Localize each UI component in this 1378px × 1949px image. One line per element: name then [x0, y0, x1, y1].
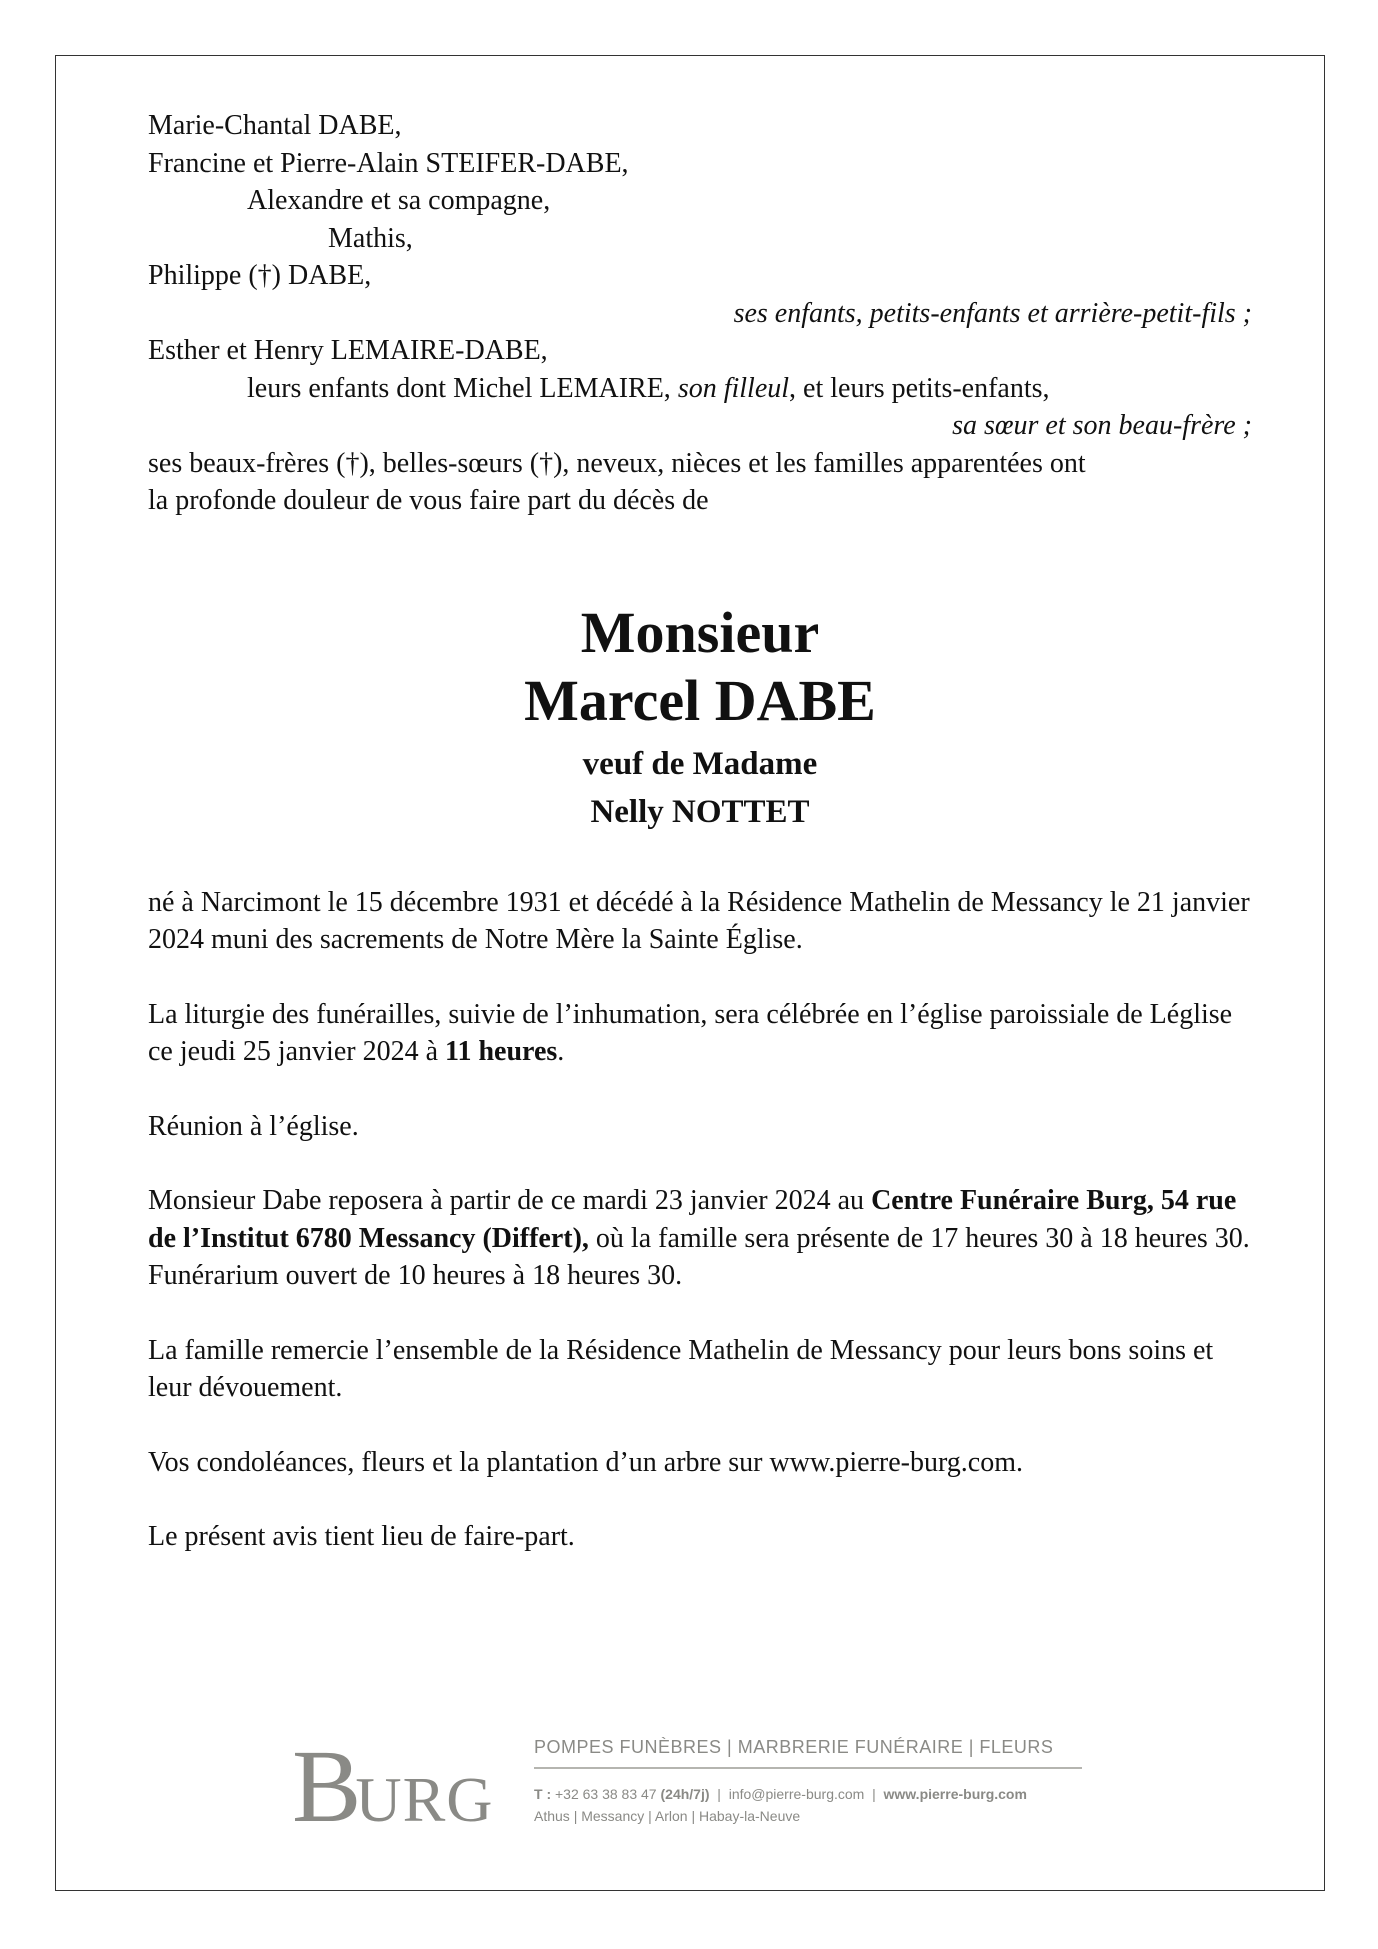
deceased-block: [148, 600, 1252, 836]
family-line-8b: son filleul: [677, 372, 790, 404]
footer-places: Athus | Messancy | Arlon | Habay-la-Neuve: [534, 1807, 801, 1824]
paragraph-rest-end: où la famille sera présente de 17 heures 30 à 18 heures 30. Funérarium ouvert de 10 heures à 18 heures 30.: [148, 1222, 1250, 1291]
burg-logo-rest: URG: [355, 1764, 494, 1835]
paragraph-meeting: Réunion à l’église.: [148, 1110, 359, 1142]
family-line-8c: , et leurs petits-enfants,: [789, 372, 1050, 404]
family-line-11: la profonde douleur de vous faire part du décès de: [148, 485, 709, 516]
family-line-3: Alexandre et sa compagne,: [247, 185, 551, 216]
paragraph-funeral-end: .: [557, 1036, 565, 1067]
family-line-7: Esther et Henry LEMAIRE-DABE,: [148, 335, 548, 366]
family-line-5: Philippe (†) DABE,: [148, 260, 372, 291]
paragraph-rest-text: Monsieur Dabe reposera à partir de ce mardi 23 janvier 2024 au: [148, 1185, 872, 1216]
family-relation-1: ses enfants, petits-enfants et arrière-petit-fils ;: [733, 297, 1252, 329]
phone-hours: (24h/7j): [660, 1785, 710, 1802]
footer-divider: [534, 1767, 1082, 1769]
email-link[interactable]: info@pierre-burg.com: [728, 1785, 865, 1802]
paragraph-birth-death: né à Narcimont le 15 décembre 1931 et décédé à la Résidence Mathelin de Messancy le 21 janvier 2024 muni des sacrements de Notre Mère la Sainte Église.: [148, 886, 1250, 955]
funeral-center-address: Centre Funéraire Burg, 54 rue de l’Institut 6780 Messancy (Differt),: [148, 1185, 1237, 1254]
footer-contact: [534, 1783, 1082, 1805]
footer-tagline: POMPES FUNÈBRES | MARBRERIE FUNÉRAIRE | FLEURS: [534, 1737, 1054, 1757]
family-line-1: Marie-Chantal DABE,: [148, 110, 402, 141]
paragraph-thanks: La famille remercie l’ensemble de la Résidence Mathelin de Messancy pour leurs bons soins et leur dévouement.: [148, 1334, 1214, 1403]
family-line-8: [148, 370, 1252, 408]
phone-number: +32 63 38 83 47: [555, 1785, 661, 1802]
family-line-8a: leurs enfants dont Michel LEMAIRE,: [247, 372, 678, 404]
burg-logo-b: B: [292, 1729, 356, 1844]
deceased-title: Monsieur: [580, 599, 820, 665]
family-line-10: ses beaux-frères (†), belles-sœurs (†), neveux, nièces et les familles apparentées ont: [148, 447, 1086, 479]
phone-label: T :: [534, 1785, 555, 1802]
separator-2: |: [864, 1785, 884, 1802]
paragraph-rest: [148, 1182, 1252, 1295]
footer: [292, 1729, 1092, 1844]
burg-logo: [292, 1729, 494, 1844]
family-line-4: Mathis,: [328, 222, 413, 254]
footer-info: [534, 1733, 1082, 1827]
paragraph-notice: Le présent avis tient lieu de faire-part.: [148, 1521, 575, 1552]
paragraph-funeral: [148, 996, 1252, 1071]
website-link[interactable]: www.pierre-burg.com: [883, 1785, 1027, 1802]
family-line-2: Francine et Pierre-Alain STEIFER-DABE,: [148, 147, 629, 179]
spouse-name: Nelly NOTTET: [590, 793, 810, 830]
paragraph-funeral-text: La liturgie des funérailles, suivie de l’inhumation, sera célébrée en l’église paroissiale de Léglise ce jeudi 25 janvier 2024 à: [148, 998, 1233, 1067]
funeral-time: 11 heures: [445, 1036, 558, 1067]
separator-1: |: [709, 1785, 729, 1802]
paragraph-condolences: Vos condoléances, fleurs et la plantation d’un arbre sur www.pierre-burg.com.: [148, 1446, 1023, 1478]
widow-line: veuf de Madame: [582, 745, 818, 782]
deceased-name: Marcel DABE: [524, 667, 876, 733]
family-relation-2: sa sœur et son beau-frère ;: [952, 410, 1252, 441]
obituary-content: [148, 107, 1252, 1556]
